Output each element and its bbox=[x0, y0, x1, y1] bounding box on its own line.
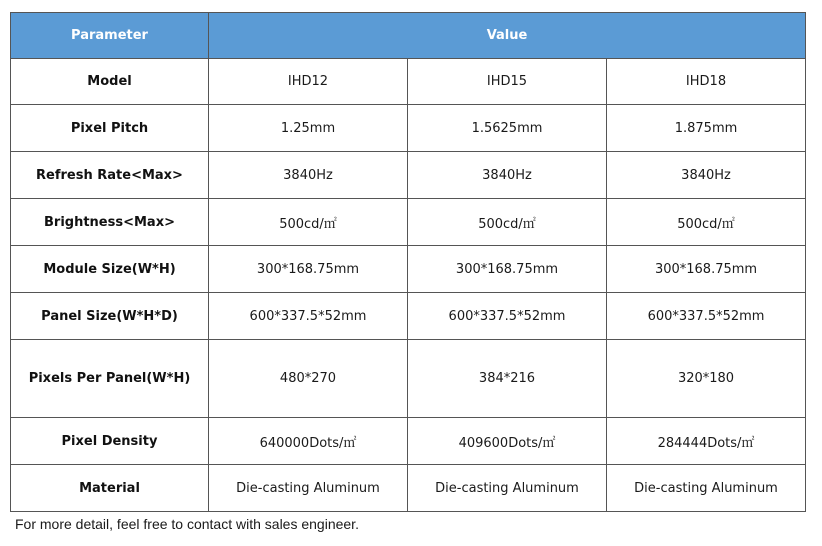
row-param: Panel Size(W*H*D) bbox=[11, 293, 209, 340]
row-value: 480*270 bbox=[209, 340, 408, 418]
row-value: 3840Hz bbox=[209, 152, 408, 199]
row-param: Pixel Pitch bbox=[11, 105, 209, 152]
row-value: Die-casting Aluminum bbox=[607, 465, 806, 512]
row-param: Material bbox=[11, 465, 209, 512]
row-value: 409600Dots/㎡ bbox=[408, 418, 607, 465]
row-value: 640000Dots/㎡ bbox=[209, 418, 408, 465]
table-row bbox=[11, 199, 806, 246]
row-value: 1.875mm bbox=[607, 105, 806, 152]
row-value: 284444Dots/㎡ bbox=[607, 418, 806, 465]
row-param: Module Size(W*H) bbox=[11, 246, 209, 293]
row-value: 600*337.5*52mm bbox=[408, 293, 607, 340]
row-value: 1.25mm bbox=[209, 105, 408, 152]
row-value: 384*216 bbox=[408, 340, 607, 418]
row-value: 500cd/㎡ bbox=[408, 199, 607, 246]
row-value: 600*337.5*52mm bbox=[607, 293, 806, 340]
row-value: 3840Hz bbox=[607, 152, 806, 199]
row-value: Die-casting Aluminum bbox=[209, 465, 408, 512]
row-value: IHD12 bbox=[209, 59, 408, 105]
table-header-row bbox=[11, 13, 806, 59]
table-row bbox=[11, 59, 806, 105]
row-param: Pixel Density bbox=[11, 418, 209, 465]
row-value: 320*180 bbox=[607, 340, 806, 418]
row-value: 500cd/㎡ bbox=[209, 199, 408, 246]
row-param: Pixels Per Panel(W*H) bbox=[11, 340, 209, 418]
row-value: 300*168.75mm bbox=[209, 246, 408, 293]
footer-note: For more detail, feel free to contact with sales engineer. bbox=[15, 516, 359, 532]
row-value: 300*168.75mm bbox=[408, 246, 607, 293]
row-value: 300*168.75mm bbox=[607, 246, 806, 293]
table-row bbox=[11, 340, 806, 418]
row-value: 1.5625mm bbox=[408, 105, 607, 152]
row-param: Refresh Rate<Max> bbox=[11, 152, 209, 199]
spec-table bbox=[10, 12, 806, 512]
table-row bbox=[11, 152, 806, 199]
row-value: Die-casting Aluminum bbox=[408, 465, 607, 512]
table-row bbox=[11, 418, 806, 465]
table-row bbox=[11, 465, 806, 512]
table-row bbox=[11, 105, 806, 152]
row-value: IHD18 bbox=[607, 59, 806, 105]
row-value: 3840Hz bbox=[408, 152, 607, 199]
header-value: Value bbox=[209, 13, 806, 59]
table-row bbox=[11, 293, 806, 340]
row-value: 600*337.5*52mm bbox=[209, 293, 408, 340]
row-param: Model bbox=[11, 59, 209, 105]
header-parameter: Parameter bbox=[11, 13, 209, 59]
row-value: IHD15 bbox=[408, 59, 607, 105]
row-value: 500cd/㎡ bbox=[607, 199, 806, 246]
table-row bbox=[11, 246, 806, 293]
row-param: Brightness<Max> bbox=[11, 199, 209, 246]
